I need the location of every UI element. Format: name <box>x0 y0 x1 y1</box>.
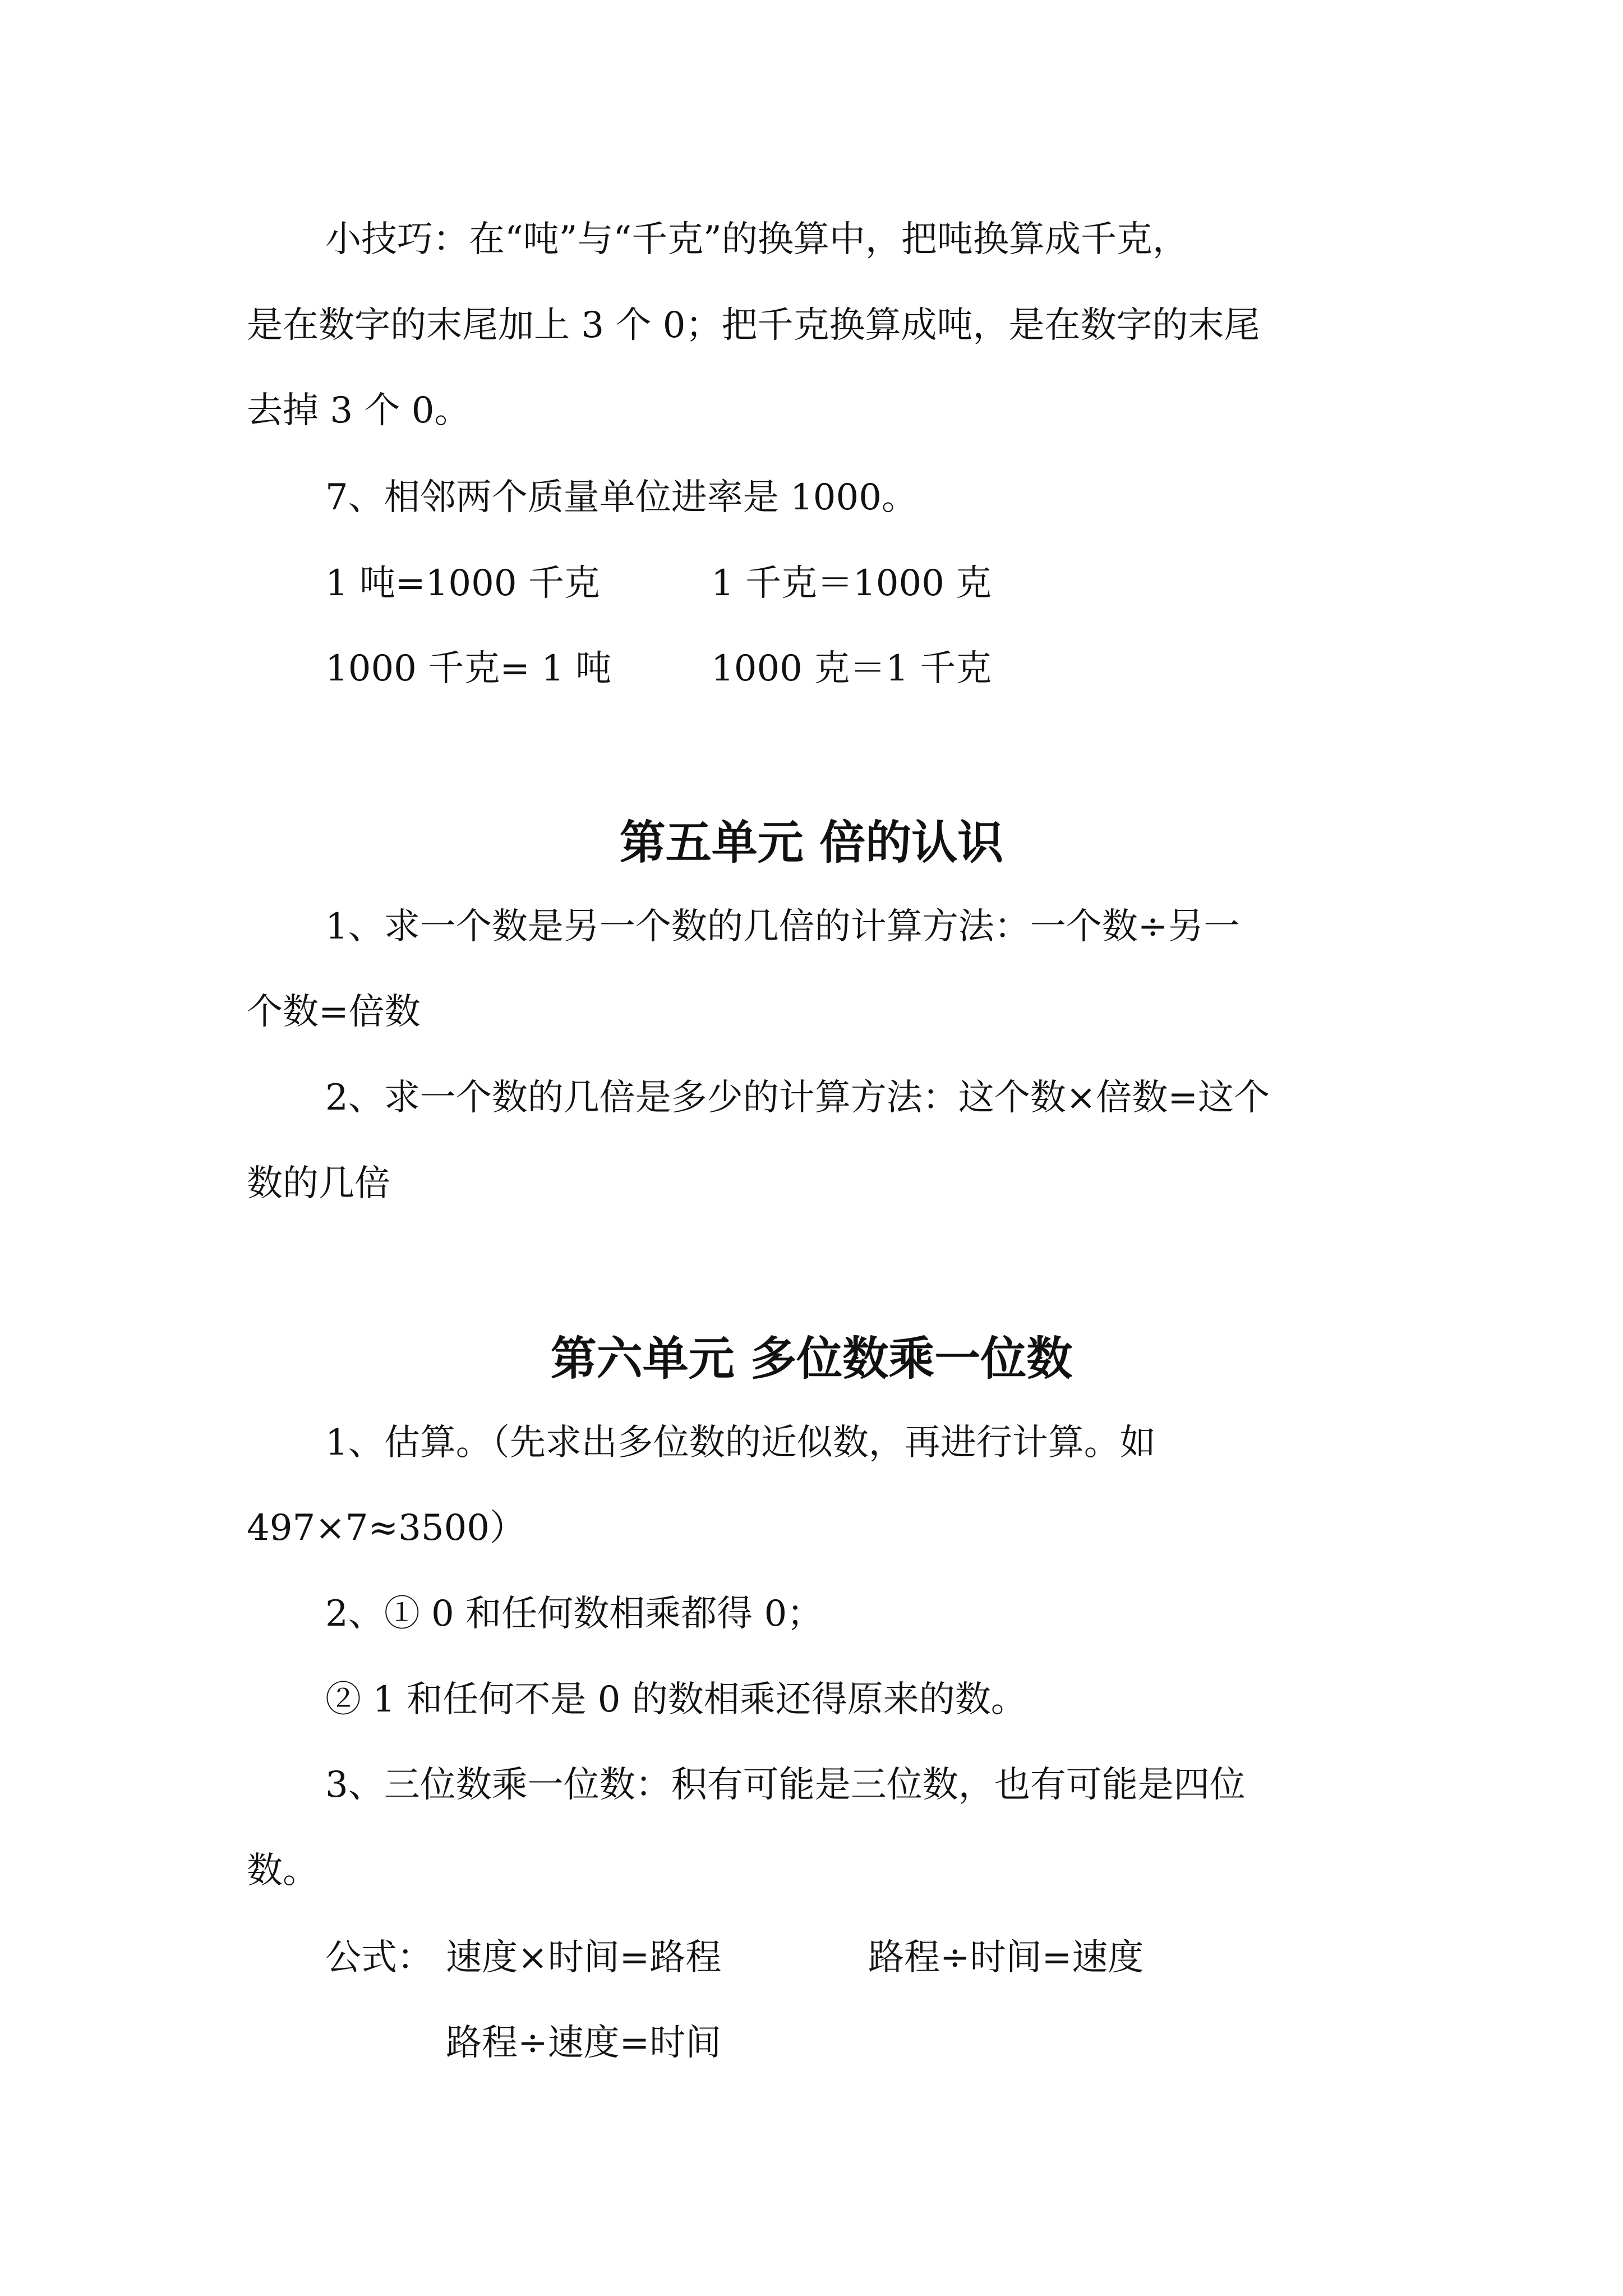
tip-line-3: 去掉 3 个 0。 <box>247 390 471 431</box>
unit6-item1-line1: 1、估算。（先求出多位数的近似数，再进行计算。如 <box>325 1422 1156 1464</box>
unit6-item3-line2: 数。 <box>247 1850 319 1892</box>
tip-line-2: 是在数字的末尾加上 3 个 0；把千克换算成吨，是在数字的末尾 <box>247 305 1260 346</box>
conversion-2-right: 1000 克＝1 千克 <box>711 648 992 689</box>
item-7-text: 7、相邻两个质量单位进率是 1000。 <box>325 477 917 518</box>
unit6-item2-line1: 2、① 0 和任何数相乘都得 0； <box>325 1593 823 1635</box>
unit5-item1-line1: 1、求一个数是另一个数的几倍的计算方法：一个数÷另一 <box>325 906 1240 947</box>
unit6-item1-line2: 497×7≈3500） <box>247 1507 525 1549</box>
unit6-item3-line1: 3、三位数乘一位数：积有可能是三位数，也有可能是四位 <box>325 1764 1246 1806</box>
tip-line-1: 小技巧：在“吨”与“千克”的换算中，把吨换算成千克， <box>325 219 1188 260</box>
formula-speed-time: 速度×时间=路程 <box>446 1937 722 1978</box>
conversion-1-right: 1 千克＝1000 克 <box>711 563 992 604</box>
unit5-item2-line2: 数的几倍 <box>247 1163 390 1204</box>
unit6-heading: 第六单元 多位数乘一位数 <box>550 1332 1073 1386</box>
unit6-item2-line2: ② 1 和任何不是 0 的数相乘还得原来的数。 <box>325 1679 1027 1720</box>
conversion-2-left: 1000 千克= 1 吨 <box>325 648 612 689</box>
formula-label: 公式： <box>325 1937 433 1978</box>
unit5-item1-line2: 个数=倍数 <box>247 991 421 1033</box>
unit5-item2-line1: 2、求一个数的几倍是多少的计算方法：这个数×倍数=这个 <box>325 1077 1270 1119</box>
formula-distance-time: 路程÷时间=速度 <box>868 1937 1144 1978</box>
unit5-heading: 第五单元 倍的认识 <box>619 816 1004 869</box>
conversion-1-left: 1 吨=1000 千克 <box>325 563 600 604</box>
formula-distance-speed: 路程÷速度=时间 <box>446 2022 722 2064</box>
